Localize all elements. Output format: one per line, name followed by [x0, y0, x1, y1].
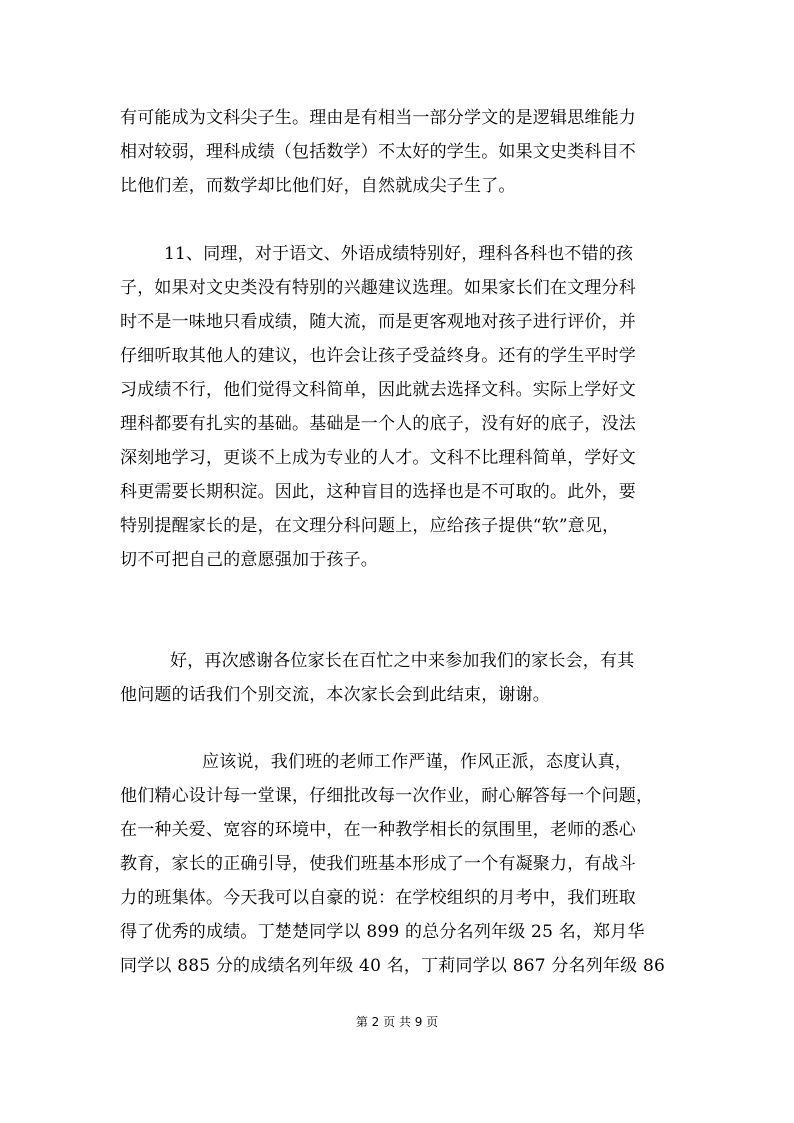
- text-line: 时不是一味地只看成绩，随大流，而是更客观地对孩子进行评价，并: [120, 312, 636, 332]
- text-line: 应该说，我们班的老师工作严谨，作风正派，态度认真，: [202, 752, 632, 772]
- paragraph-4: [120, 745, 680, 983]
- text-line: 力的班集体。今天我可以自豪的说：在学校组织的月考中，我们班取: [120, 888, 636, 908]
- paragraph-3: [120, 644, 680, 712]
- text-line: 相对较弱，理科成绩（包括数学）不太好的学生。如果文史类科目不: [120, 142, 636, 162]
- text-line: 有可能成为文科尖子生。理由是有相当一部分学文的是逻辑思维能力: [120, 108, 636, 128]
- text-line: 好，再次感谢各位家长在百忙之中来参加我们的家长会，有其: [170, 651, 635, 671]
- text-line: 比他们差，而数学却比他们好，自然就成尖子生了。: [120, 176, 516, 196]
- text-line: 在一种关爱、宽容的环境中，在一种教学相长的氛围里，老师的悉心: [120, 820, 636, 840]
- text-line: 习成绩不行，他们觉得文科简单，因此就去选择文科。实际上学好文: [120, 380, 636, 400]
- paragraph-1: [120, 101, 680, 203]
- text-line: 同学以 885 分的成绩名列年级 40 名，丁莉同学以 867 分名列年级 86: [120, 956, 665, 976]
- text-line: 他问题的话我们个别交流，本次家长会到此结束，谢谢。: [120, 685, 550, 705]
- text-line: 子，如果对文史类没有特别的兴趣建议选理。如果家长们在文理分科: [120, 278, 636, 298]
- paragraph-2: [120, 237, 680, 577]
- text-line: 仔细听取其他人的建议，也许会让孩子受益终身。还有的学生平时学: [120, 346, 636, 366]
- text-line: 理科都要有扎实的基础。基础是一个人的底子，没有好的底子，没法: [120, 414, 636, 434]
- text-line: 他们精心设计每一堂课，仔细批改每一次作业，耐心解答每一个问题，: [120, 786, 654, 806]
- text-line: 教育，家长的正确引导，使我们班基本形成了一个有凝聚力，有战斗: [120, 854, 636, 874]
- page-number-footer: 第 2 页 共 9 页: [355, 1015, 439, 1029]
- text-line: 切不可把自己的意愿强加于孩子。: [120, 550, 378, 570]
- text-line: 科更需要长期积淀。因此，这种盲目的选择也是不可取的。此外，要: [120, 482, 636, 502]
- text-line: 深刻地学习，更谈不上成为专业的人才。文科不比理科简单，学好文: [120, 448, 636, 468]
- text-line: 特别提醒家长的是，在文理分科问题上，应给孩子提供“软”意见，: [120, 516, 620, 536]
- text-line: 得了优秀的成绩。丁楚楚同学以 899 的总分名列年级 25 名，郑月华: [120, 922, 645, 942]
- text-line: 11、同理，对于语文、外语成绩特别好，理科各科也不错的孩: [164, 244, 634, 264]
